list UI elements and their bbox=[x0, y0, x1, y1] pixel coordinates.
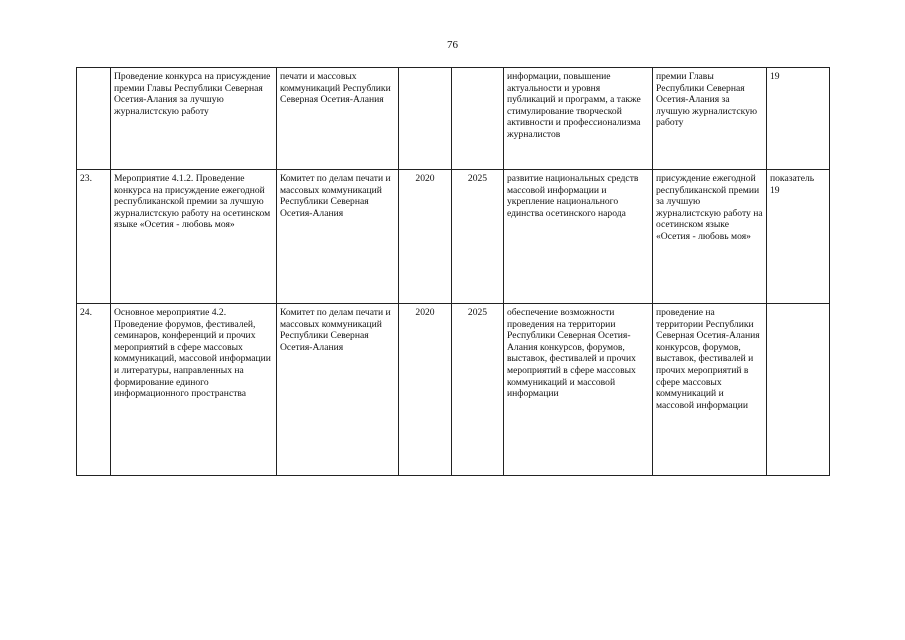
table-row bbox=[77, 304, 830, 476]
event-cell: Проведение конкурса на присуждение премии Главы Республики Северная Осетия-Алания за лучшую журналистскую работу bbox=[111, 68, 277, 170]
indicator-cell bbox=[767, 304, 830, 476]
executor-cell: печати и массовых коммуникаций Республики Северная Осетия-Алания bbox=[277, 68, 399, 170]
row-number: 24. bbox=[77, 304, 111, 476]
direction-cell: проведение на территории Республики Северная Осетия-Алания конкурсов, форумов, выставок, фестивалей и прочих мероприятий в сфере массовых коммуникаций и массовой информации bbox=[653, 304, 767, 476]
expected-result-cell: информации, повышение актуальности и уровня публикаций и программ, а также стимулирование творческой активности и профессионализма журналистов bbox=[504, 68, 653, 170]
end-year-cell: 2025 bbox=[452, 170, 504, 304]
table-row bbox=[77, 170, 830, 304]
start-year-cell: 2020 bbox=[399, 170, 452, 304]
event-cell: Основное мероприятие 4.2. Проведение форумов, фестивалей, семинаров, конференций и прочих мероприятий в сфере массовых коммуникаций, массовой информации и литературы, направленных на формирование единого информационного пространства bbox=[111, 304, 277, 476]
row-number bbox=[77, 68, 111, 170]
row-number: 23. bbox=[77, 170, 111, 304]
executor-cell: Комитет по делам печати и массовых коммуникаций Республики Северная Осетия-Алания bbox=[277, 304, 399, 476]
start-year-cell: 2020 bbox=[399, 304, 452, 476]
event-cell: Мероприятие 4.1.2. Проведение конкурса на присуждение ежегодной республиканской премии за лучшую журналистскую работу на осетинском языке «Осетия - любовь моя» bbox=[111, 170, 277, 304]
expected-result-cell: обеспечение возможности проведения на территории Республики Северная Осетия-Алания конкурсов, форумов, выставок, фестивалей и прочих мероприятий в сфере массовых коммуникаций и массовой информации bbox=[504, 304, 653, 476]
page-number: 76 bbox=[447, 39, 458, 51]
indicator-cell: показатель 19 bbox=[767, 170, 830, 304]
indicator-cell: 19 bbox=[767, 68, 830, 170]
direction-cell: премии Главы Республики Северная Осетия-Алания за лучшую журналистскую работу bbox=[653, 68, 767, 170]
direction-cell: присуждение ежегодной республиканской премии за лучшую журналистскую работу на осетинском языке «Осетия - любовь моя» bbox=[653, 170, 767, 304]
end-year-cell: 2025 bbox=[452, 304, 504, 476]
start-year-cell bbox=[399, 68, 452, 170]
executor-cell: Комитет по делам печати и массовых коммуникаций Республики Северная Осетия-Алания bbox=[277, 170, 399, 304]
end-year-cell bbox=[452, 68, 504, 170]
table-row bbox=[77, 68, 830, 170]
expected-result-cell: развитие национальных средств массовой информации и укрепление национального единства осетинского народа bbox=[504, 170, 653, 304]
program-table bbox=[76, 67, 830, 476]
